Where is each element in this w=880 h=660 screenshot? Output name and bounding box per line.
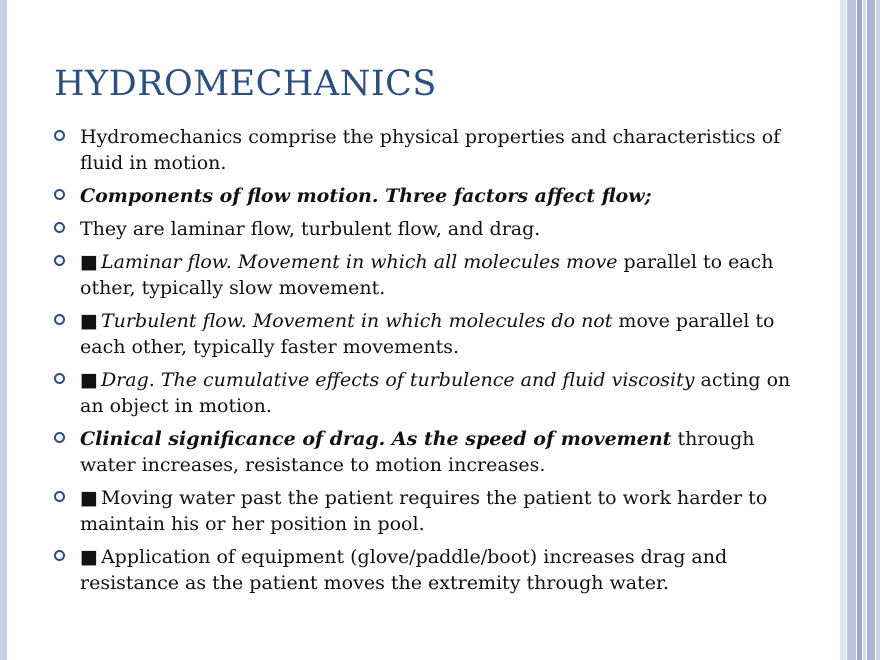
bullet-text: move parallel to each other, typically faster movements.: [80, 310, 775, 358]
bullet-italic-text: Turbulent flow. Movement in which molecules do not: [100, 310, 613, 332]
bullet-text: Hydromechanics comprise the physical properties and characteristics of fluid in motion.: [80, 126, 781, 174]
bullet-text: parallel to each other, typically slow movement.: [80, 251, 774, 299]
bullet-text: Moving water past the patient requires the patient to work harder to maintain his or her position in pool.: [80, 487, 768, 535]
circle-bullet-icon: [54, 491, 65, 502]
circle-bullet-icon: [54, 130, 65, 141]
decorative-bar: [847, 0, 856, 660]
circle-bullet-icon: [54, 222, 65, 233]
left-decorative-rule: [0, 0, 7, 660]
decorative-bar: [867, 0, 875, 660]
bullet-item: [54, 367, 794, 419]
circle-bullet-icon: [54, 432, 65, 443]
decorative-bar: [876, 0, 880, 660]
bullet-italic-text: Laminar flow. Movement in which all molecules move: [100, 251, 618, 273]
bullet-bold-italic-text: Clinical significance of drag. As the speed of movement: [80, 428, 672, 450]
bullet-item: [54, 249, 794, 301]
bullet-item: [54, 308, 794, 360]
bullet-text: They are laminar flow, turbulent flow, and drag.: [80, 218, 541, 240]
circle-bullet-icon: [54, 550, 65, 561]
bullet-item: [54, 183, 794, 209]
square-marker-icon: ■: [80, 310, 98, 332]
bullet-item: [54, 485, 794, 537]
slide-title: HYDROMECHANICS: [54, 64, 437, 104]
bullet-item: [54, 124, 794, 176]
bullet-italic-text: Drag. The cumulative effects of turbulence and fluid viscosity: [100, 369, 695, 391]
decorative-bar: [840, 0, 846, 660]
square-marker-icon: ■: [80, 546, 98, 568]
square-marker-icon: ■: [80, 251, 98, 273]
right-decorative-bars: [840, 0, 880, 660]
circle-bullet-icon: [54, 373, 65, 384]
decorative-bar: [863, 0, 866, 660]
circle-bullet-icon: [54, 255, 65, 266]
bullet-bold-italic-text: Components of flow motion. Three factors affect flow;: [80, 185, 652, 207]
decorative-bar: [857, 0, 862, 660]
square-marker-icon: ■: [80, 487, 98, 509]
square-marker-icon: ■: [80, 369, 98, 391]
bullet-item: [54, 216, 794, 242]
bullet-item: [54, 426, 794, 478]
bullet-item: [54, 544, 794, 596]
circle-bullet-icon: [54, 189, 65, 200]
bullet-text: through water increases, resistance to motion increases.: [80, 428, 755, 476]
bullet-text: Application of equipment (glove/paddle/boot) increases drag and resistance as the patient moves the extremity through water.: [80, 546, 728, 594]
bullet-list: [54, 124, 794, 596]
bullet-text: acting on an object in motion.: [80, 369, 791, 417]
circle-bullet-icon: [54, 314, 65, 325]
